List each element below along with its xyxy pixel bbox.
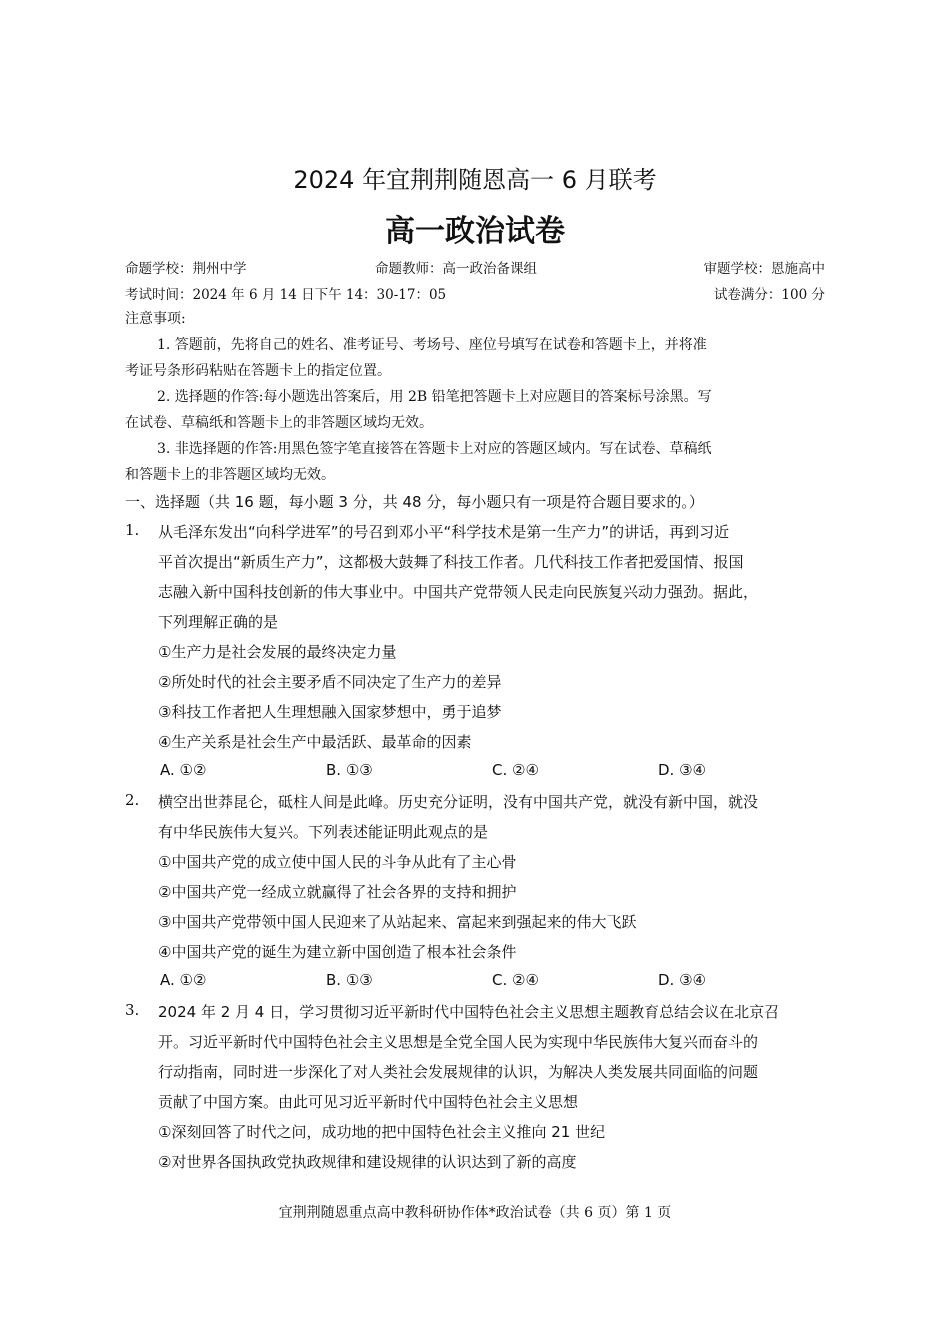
exam-title: 2024 年宜荆荆随恩高一 6 月联考 bbox=[293, 166, 657, 194]
note-line: 考证号条形码粘贴在答题卡上的指定位置。 bbox=[125, 363, 391, 379]
note-line: 和答题卡上的非答题区域均无效。 bbox=[125, 467, 335, 483]
question-text: 志融入新中国科技创新的伟大事业中。中国共产党带领人民走向民族复兴动力强劲。据此， bbox=[158, 583, 759, 601]
question-text: 下列理解正确的是 bbox=[158, 613, 279, 631]
statement-item: ④中国共产党的诞生为建立新中国创造了根本社会条件 bbox=[158, 943, 517, 961]
note-line: 3. 非选择题的作答:用黑色签字笔直接答在答题卡上对应的答题区域内。写在试卷、草稿纸 bbox=[157, 441, 712, 457]
question-text: 行动指南，同时进一步深化了对人类社会发展规律的认识，为解决人类发展共同面临的问题 bbox=[158, 1063, 759, 1081]
question-number: 1. bbox=[125, 521, 140, 539]
notes-heading: 注意事项: bbox=[125, 311, 186, 327]
statement-item: ②中国共产党一经成立就赢得了社会各界的支持和拥护 bbox=[158, 883, 517, 901]
question-text: 2024 年 2 月 4 日，学习贯彻习近平新时代中国特色社会主义思想主题教育总结会议在北京召 bbox=[158, 1003, 780, 1021]
statement-item: ②所处时代的社会主要矛盾不同决定了生产力的差异 bbox=[158, 673, 502, 691]
statement-item: ③中国共产党带领中国人民迎来了从站起来、富起来到强起来的伟大飞跃 bbox=[158, 913, 637, 931]
question-text: 平首次提出“新质生产力”，这都极大鼓舞了科技工作者。几代科技工作者把爱国情、报国 bbox=[158, 553, 744, 571]
paper-title: 高一政治试卷 bbox=[385, 214, 565, 249]
setter-teacher: 命题教师：高一政治备课组 bbox=[375, 261, 537, 277]
question-text: 有中华民族伟大复兴。下列表述能证明此观点的是 bbox=[158, 823, 489, 841]
option-d: D. ③④ bbox=[658, 761, 706, 779]
option-a: A. ①② bbox=[160, 761, 207, 779]
option-b: B. ①③ bbox=[326, 971, 373, 989]
exam-time: 考试时间：2024 年 6 月 14 日下午 14：30-17：05 bbox=[125, 287, 447, 303]
note-line: 在试卷、草稿纸和答题卡上的非答题区域均无效。 bbox=[125, 415, 433, 431]
option-b: B. ①③ bbox=[326, 761, 373, 779]
question-text: 开。习近平新时代中国特色社会主义思想是全党全国人民为实现中华民族伟大复兴而奋斗的 bbox=[158, 1033, 759, 1051]
question-number: 2. bbox=[125, 791, 140, 809]
note-line: 2. 选择题的作答:每小题选出答案后，用 2B 铅笔把答题卡上对应题目的答案标号涂黑。写 bbox=[157, 389, 712, 405]
statement-item: ①深刻回答了时代之问，成功地的把中国特色社会主义推向 21 世纪 bbox=[158, 1123, 606, 1141]
note-line: 1. 答题前，先将自己的姓名、准考证号、考场号、座位号填写在试卷和答题卡上，并将准 bbox=[157, 337, 707, 353]
page-footer: 宜荆荆随恩重点高中教科研协作体*政治试卷（共 6 页）第 1 页 bbox=[278, 1205, 672, 1221]
statement-item: ③科技工作者把人生理想融入国家梦想中，勇于追梦 bbox=[158, 703, 502, 721]
option-c: C. ②④ bbox=[492, 971, 539, 989]
setter-school: 命题学校：荆州中学 bbox=[125, 261, 247, 277]
question-number: 3. bbox=[125, 1001, 140, 1019]
question-text: 从毛泽东发出“向科学进军”的号召到邓小平“科学技术是第一生产力”的讲话，再到习近 bbox=[158, 523, 730, 541]
option-a: A. ①② bbox=[160, 971, 207, 989]
statement-item: ④生产关系是社会生产中最活跃、最革命的因素 bbox=[158, 733, 472, 751]
question-text: 横空出世莽昆仑，砥柱人间是此峰。历史充分证明，没有中国共产党，就没有新中国，就没 bbox=[158, 793, 759, 811]
option-c: C. ②④ bbox=[492, 761, 539, 779]
question-text: 贡献了中国方案。由此可见习近平新时代中国特色社会主义思想 bbox=[158, 1093, 579, 1111]
review-school: 审题学校：恩施高中 bbox=[703, 261, 825, 277]
statement-item: ①生产力是社会发展的最终决定力量 bbox=[158, 643, 397, 661]
full-score: 试卷满分：100 分 bbox=[713, 287, 825, 303]
statement-item: ①中国共产党的成立使中国人民的斗争从此有了主心骨 bbox=[158, 853, 517, 871]
section-heading: 一、选择题（共 16 题，每小题 3 分，共 48 分，每小题只有一项是符合题目要求的。） bbox=[125, 493, 704, 511]
statement-item: ②对世界各国执政党执政规律和建设规律的认识达到了新的高度 bbox=[158, 1153, 577, 1171]
option-d: D. ③④ bbox=[658, 971, 706, 989]
